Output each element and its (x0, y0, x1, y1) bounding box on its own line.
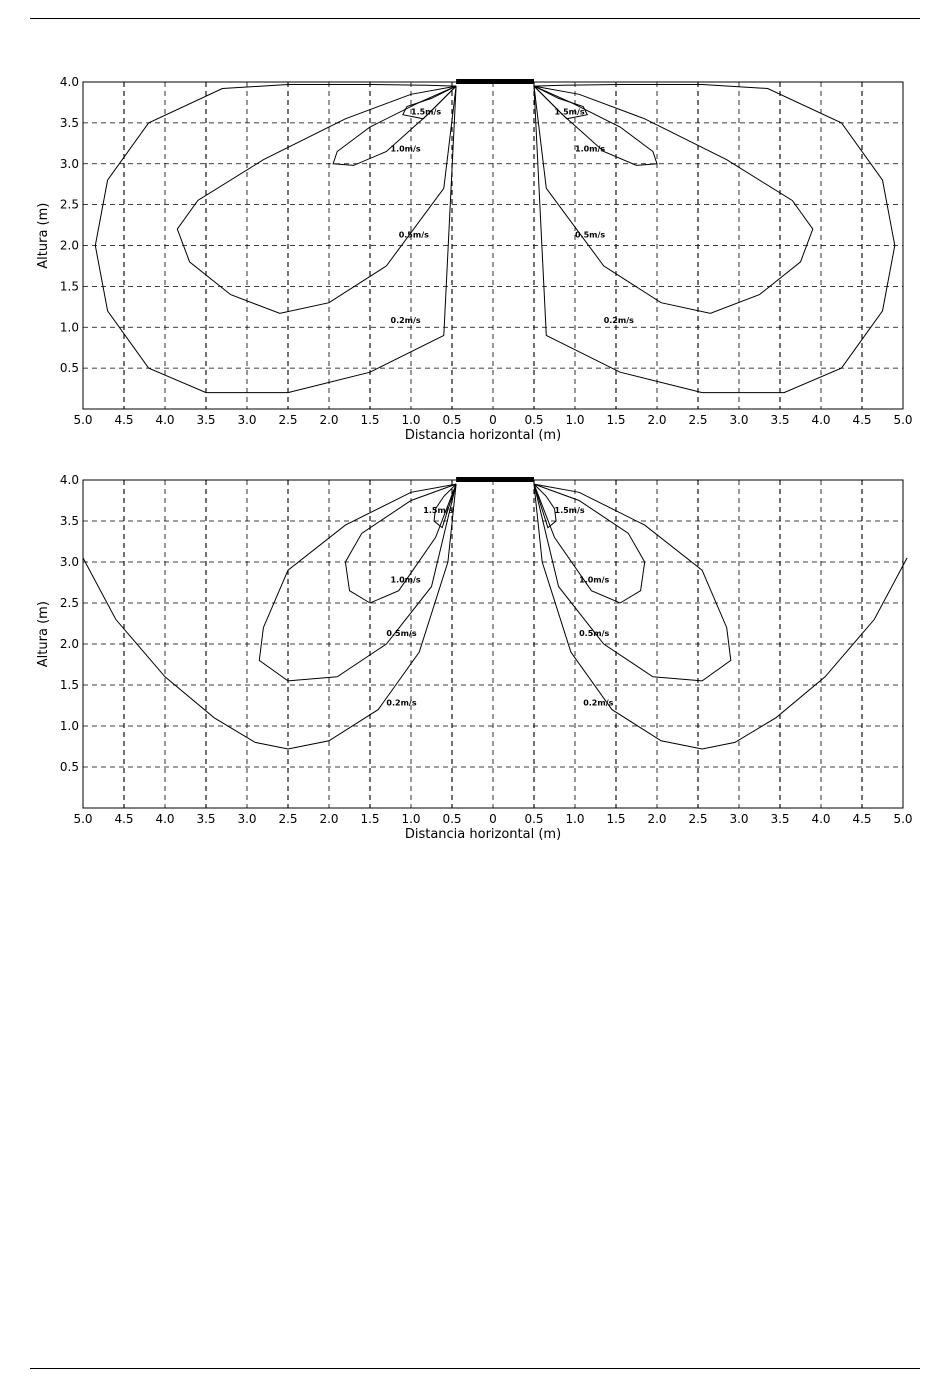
contour-label: 1.0m/s (390, 575, 421, 585)
y-tick-label: 3.0 (59, 555, 79, 569)
x-tick-label: 3.0 (237, 812, 257, 826)
x-tick-label: 4.5 (114, 812, 134, 826)
diffuser-bar (456, 477, 534, 482)
x-tick-label: 3.5 (770, 413, 790, 427)
contour-label: 1.5m/s (411, 107, 442, 117)
x-tick-label: 2.0 (647, 812, 667, 826)
velocity-contour-chart-2 (0, 466, 950, 906)
x-tick-label: 1.0 (401, 812, 421, 826)
velocity-contour-chart-1 (0, 70, 950, 510)
contour-label: 1.5m/s (554, 107, 585, 117)
x-tick-label: 0.5 (524, 413, 544, 427)
x-tick-label: 5.0 (893, 812, 913, 826)
contour-label: 0.2m/s (390, 316, 421, 326)
contour-label: 0.2m/s (386, 698, 417, 708)
x-tick-label: 4.0 (155, 413, 175, 427)
contour-line-1.0m-s-left (333, 86, 456, 165)
x-tick-label: 3.0 (237, 413, 257, 427)
x-tick-label: 0.5 (442, 413, 462, 427)
x-tick-label: 1.0 (565, 413, 585, 427)
contour-label: 0.5m/s (386, 628, 417, 638)
x-tick-label: 4.0 (811, 413, 831, 427)
y-tick-label: 1.0 (59, 320, 79, 335)
x-tick-label: 0.5 (442, 812, 462, 826)
y-tick-label: 2.5 (59, 596, 79, 610)
x-tick-label: 1.5 (360, 413, 380, 427)
x-tick-label: 5.0 (73, 413, 93, 427)
x-tick-label: 4.0 (155, 812, 175, 826)
x-tick-label: 5.0 (73, 812, 93, 826)
x-tick-label: 4.5 (852, 413, 872, 427)
contour-line-1.0m-s-right (534, 484, 645, 603)
y-tick-label: 4.0 (59, 75, 79, 89)
x-tick-label: 3.5 (770, 812, 790, 826)
x-tick-label: 0 (489, 812, 497, 826)
contour-line-0.2m-s-left (83, 484, 456, 749)
y-tick-label: 4.0 (59, 473, 79, 487)
x-tick-label: 4.5 (852, 812, 872, 826)
y-tick-label: 3.5 (59, 514, 79, 528)
y-tick-label: 2.0 (59, 238, 79, 253)
x-axis-title: Distancia horizontal (m) (404, 827, 562, 842)
x-tick-label: 2.5 (688, 413, 708, 427)
contour-line-0.2m-s-right (534, 484, 907, 749)
y-tick-label: 3.0 (59, 156, 79, 171)
x-tick-label: 4.0 (811, 812, 831, 826)
x-tick-label: 1.5 (606, 812, 626, 826)
y-tick-label: 0.5 (59, 361, 79, 376)
x-tick-label: 1.0 (401, 413, 421, 427)
x-tick-label: 3.0 (729, 812, 749, 826)
y-tick-label: 1.5 (59, 279, 79, 294)
x-tick-label: 2.5 (278, 812, 298, 826)
top-rule (30, 18, 920, 19)
x-tick-label: 0 (489, 413, 497, 427)
contour-label: 1.0m/s (390, 144, 421, 154)
x-tick-label: 5.0 (893, 413, 913, 427)
y-axis-title: Altura (m) (36, 601, 51, 668)
x-tick-label: 1.0 (565, 812, 585, 826)
diffuser-bar (456, 79, 534, 84)
y-tick-label: 2.0 (59, 637, 79, 651)
x-tick-label: 2.5 (688, 812, 708, 826)
contour-line-1.0m-s-left (345, 484, 456, 603)
y-tick-label: 2.5 (59, 197, 79, 212)
bottom-rule (30, 1368, 920, 1369)
y-axis-title: Altura (m) (36, 202, 51, 269)
contour-line-0.5m-s-left (177, 86, 456, 313)
contour-line-0.5m-s-right (534, 86, 813, 313)
contour-line-1.0m-s-right (534, 86, 657, 165)
y-tick-label: 0.5 (59, 760, 79, 774)
contour-label: 0.2m/s (583, 698, 614, 708)
contour-label: 0.5m/s (575, 230, 606, 240)
x-tick-label: 3.5 (196, 812, 216, 826)
y-tick-label: 1.5 (59, 678, 79, 692)
x-tick-label: 2.0 (647, 413, 667, 427)
x-tick-label: 3.5 (196, 413, 216, 427)
contour-label: 0.5m/s (398, 230, 429, 240)
x-tick-label: 2.0 (319, 812, 339, 826)
contour-label: 1.0m/s (575, 144, 606, 154)
x-tick-label: 3.0 (729, 413, 749, 427)
y-tick-label: 1.0 (59, 719, 79, 733)
contour-label: 1.5m/s (554, 505, 585, 515)
contour-label: 0.2m/s (603, 316, 634, 326)
x-tick-label: 2.0 (319, 413, 339, 427)
x-tick-label: 1.5 (606, 413, 626, 427)
x-tick-label: 4.5 (114, 413, 134, 427)
x-tick-label: 2.5 (278, 413, 298, 427)
contour-label: 1.0m/s (579, 575, 610, 585)
y-tick-label: 3.5 (59, 115, 79, 130)
x-axis-title: Distancia horizontal (m) (404, 428, 562, 443)
x-tick-label: 0.5 (524, 812, 544, 826)
contour-label: 1.5m/s (423, 505, 454, 515)
contour-label: 0.5m/s (579, 628, 610, 638)
x-tick-label: 1.5 (360, 812, 380, 826)
